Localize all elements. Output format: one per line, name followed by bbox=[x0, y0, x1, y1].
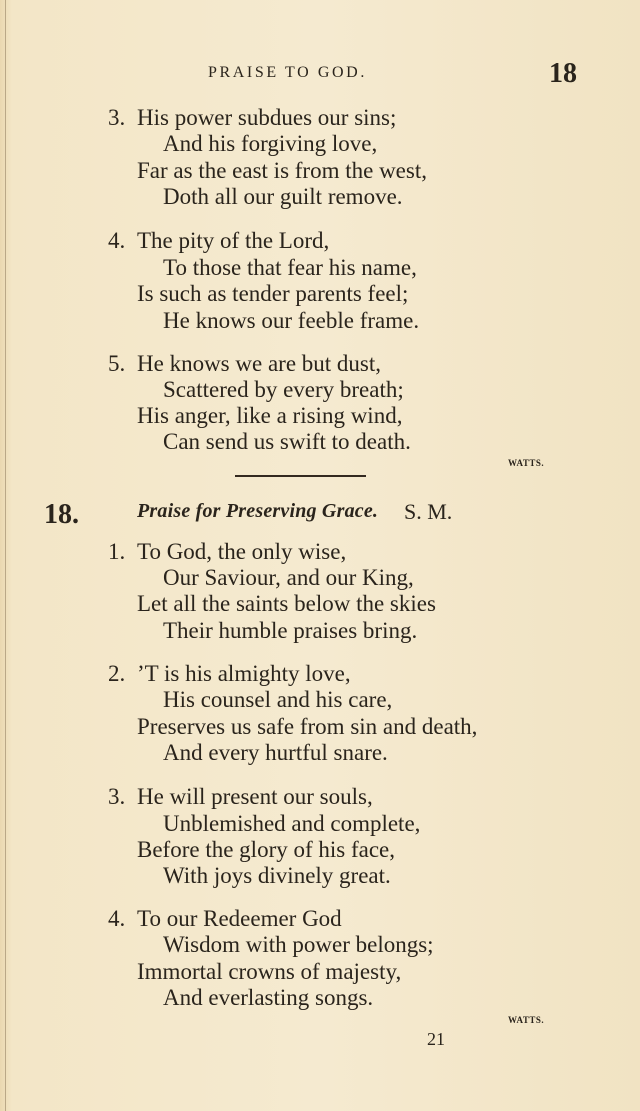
verse-line: Scattered by every breath; bbox=[163, 377, 404, 402]
verse-line: His power subdues our sins; bbox=[137, 105, 397, 130]
verse-line: He knows our feeble frame. bbox=[163, 308, 420, 333]
verse-line: ’T is his almighty love, bbox=[137, 661, 351, 686]
stanza-number: 3. bbox=[108, 784, 126, 809]
verse-line: His anger, like a rising wind, bbox=[137, 403, 403, 428]
stanza-number: 4. bbox=[108, 228, 126, 253]
stanza-number: 1. bbox=[108, 539, 126, 564]
verse-line: To God, the only wise, bbox=[137, 539, 347, 564]
verse-line: His counsel and his care, bbox=[163, 687, 393, 712]
stanza-number: 4. bbox=[108, 906, 126, 931]
hymn-number: 18. bbox=[44, 499, 79, 530]
verse-line: Our Saviour, and our King, bbox=[163, 565, 414, 590]
verse-line: He will present our souls, bbox=[137, 784, 373, 809]
verse-line: Doth all our guilt remove. bbox=[163, 184, 403, 209]
verse-line: Before the glory of his face, bbox=[137, 837, 396, 862]
verse-line: Is such as tender parents feel; bbox=[137, 281, 409, 306]
hymn-meter: S. M. bbox=[404, 499, 453, 524]
verse-line: And every hurtful snare. bbox=[163, 740, 388, 765]
hymn-title: Praise for Preserving Grace. bbox=[137, 500, 379, 522]
verse-line: Wisdom with power belongs; bbox=[163, 932, 434, 957]
verse-line: Let all the saints below the skies bbox=[137, 591, 436, 616]
signature-mark: 21 bbox=[427, 1029, 445, 1049]
verse-line: And everlasting songs. bbox=[163, 985, 374, 1010]
stanza-number: 3. bbox=[108, 105, 126, 130]
stanza-number: 5. bbox=[108, 351, 126, 376]
verse-line: To those that fear his name, bbox=[163, 255, 417, 280]
verse-line: To our Redeemer God bbox=[137, 906, 342, 931]
verse-line: Can send us swift to death. bbox=[163, 429, 411, 454]
verse-line: Unblemished and complete, bbox=[163, 811, 421, 836]
verse-line: And his forgiving love, bbox=[163, 131, 378, 156]
verse-line: Preserves us safe from sin and death, bbox=[137, 714, 478, 739]
verse-line: Their humble praises bring. bbox=[163, 618, 418, 643]
section-divider bbox=[235, 475, 366, 477]
verse-line: The pity of the Lord, bbox=[137, 228, 330, 253]
verse-line: Immortal crowns of majesty, bbox=[137, 959, 402, 984]
stanza-number: 2. bbox=[108, 661, 126, 686]
running-title: PRAISE TO GOD. bbox=[208, 64, 367, 81]
author-credit: WATTS. bbox=[508, 458, 545, 468]
verse-line: He knows we are but dust, bbox=[137, 351, 382, 376]
author-credit: WATTS. bbox=[508, 1015, 545, 1025]
page-number: 18 bbox=[549, 58, 577, 89]
verse-line: With joys divinely great. bbox=[163, 863, 391, 888]
verse-line: Far as the east is from the west, bbox=[137, 158, 427, 183]
